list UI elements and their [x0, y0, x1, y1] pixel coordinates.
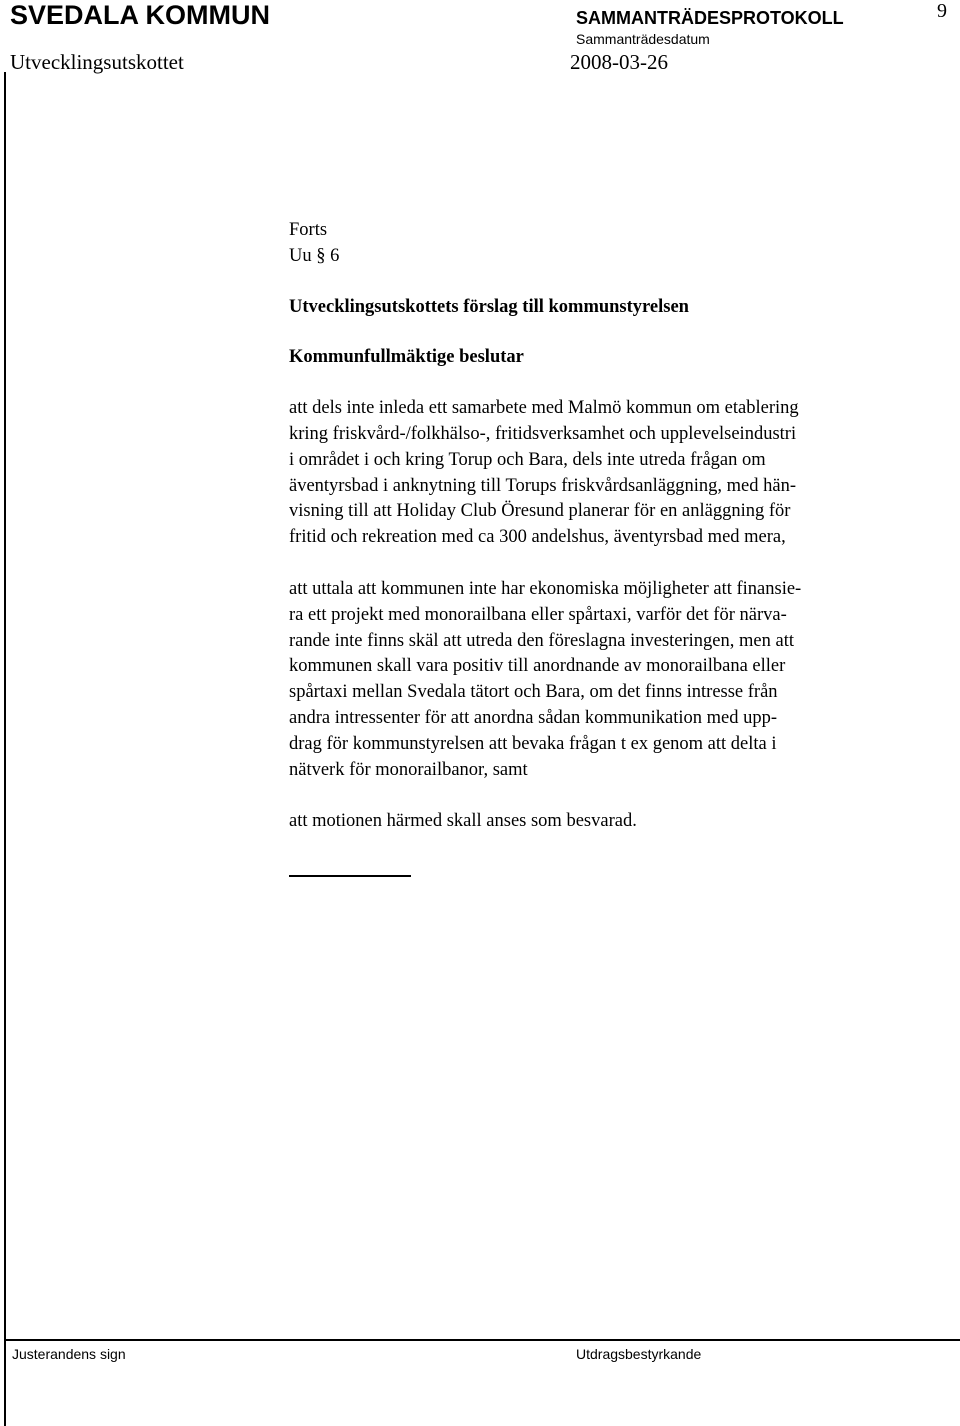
paragraph-line: fritid och rekreation med ca 300 andelshus, äventyrsbad med mera,	[289, 527, 786, 548]
paragraph-line: andra intressenter för att anordna sådan kommunikation med upp-	[289, 707, 778, 728]
certification-label: Utdragsbestyrkande	[576, 1346, 702, 1362]
paragraph-line: att dels inte inleda ett samarbete med Malmö kommun om etablering	[289, 398, 799, 419]
left-margin-line	[4, 72, 6, 1426]
decision-paragraph-2	[289, 577, 949, 783]
decision-heading: Kommunfullmäktige beslutar	[289, 347, 524, 368]
footer-divider	[4, 1339, 960, 1341]
committee-name: Utvecklingsutskottet	[10, 50, 184, 74]
document-type: SAMMANTRÄDESPROTOKOLL	[576, 8, 844, 28]
paragraph-line: kring friskvård-/folkhälso-, fritidsverksamhet och upplevelseindustri	[289, 423, 797, 444]
organization-name: SVEDALA KOMMUN	[10, 0, 270, 30]
signature-label: Justerandens sign	[12, 1346, 126, 1362]
page-number: 9	[937, 0, 947, 22]
decision-paragraph-3: att motionen härmed skall anses som besvarad.	[289, 811, 637, 832]
meeting-date-label: Sammanträdesdatum	[576, 31, 710, 47]
document-body	[289, 218, 949, 835]
paragraph-line: i området i och kring Torup och Bara, dels inte utreda frågan om	[289, 449, 766, 470]
paragraph-line: drag för kommunstyrelsen att bevaka frågan t ex genom att delta i	[289, 733, 777, 754]
paragraph-line: visning till att Holiday Club Öresund planerar för en anläggning för	[289, 501, 791, 522]
paragraph-line: att uttala att kommunen inte har ekonomiska möjligheter att finansie-	[289, 578, 802, 599]
section-reference: Uu § 6	[289, 245, 340, 266]
paragraph-line: spårtaxi mellan Svedala tätort och Bara, om det finns intresse från	[289, 682, 778, 703]
paragraph-line: kommunen skall vara positiv till anordnande av monorailbana eller	[289, 656, 786, 677]
end-of-section-rule	[289, 875, 411, 877]
paragraph-line: nätverk för monorailbanor, samt	[289, 759, 528, 780]
continuation-label: Forts	[289, 220, 328, 240]
meeting-date: 2008-03-26	[570, 50, 668, 74]
paragraph-line: rande inte finns skäl att utreda den föreslagna investeringen, men att	[289, 630, 794, 651]
decision-paragraph-1	[289, 396, 949, 551]
paragraph-line: äventyrsbad i anknytning till Torups friskvårdsanläggning, med hän-	[289, 475, 797, 496]
paragraph-line: ra ett projekt med monorailbana eller spårtaxi, varför det för närva-	[289, 604, 787, 625]
section-title: Utvecklingsutskottets förslag till kommunstyrelsen	[289, 296, 689, 317]
